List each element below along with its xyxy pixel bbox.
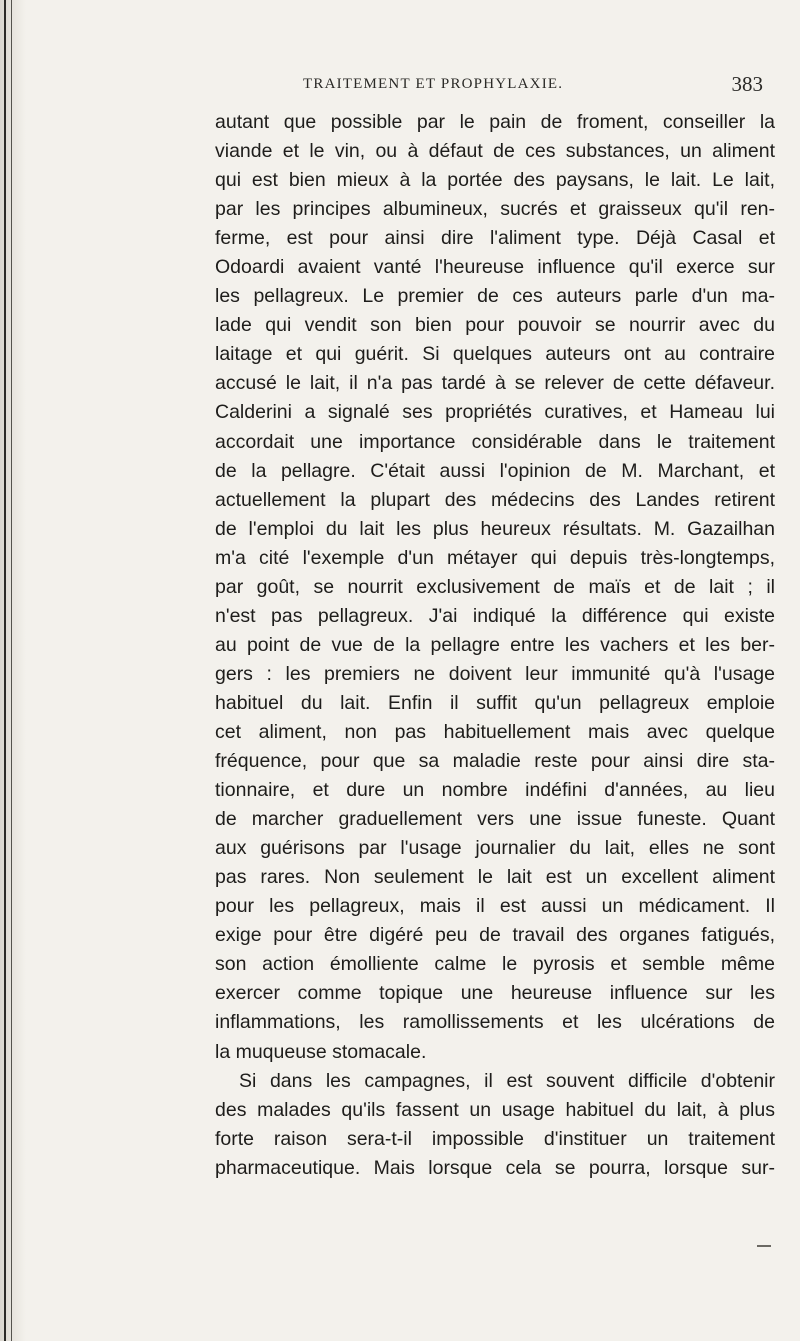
text-line: accordait une importance considérable dans le traitement (215, 430, 775, 453)
paragraph-start-line: Si dans les campagnes, il est souvent difficile d'obtenir (239, 1069, 775, 1092)
text-line: les pellagreux. Le premier de ces auteurs parle d'un ma- (215, 285, 775, 308)
text-line: autant que possible par le pain de froment, conseiller la (215, 111, 775, 133)
text-line: Calderini a signalé ses propriétés curatives, et Hameau lui (215, 401, 775, 424)
binding-rule (11, 0, 12, 1341)
text-line: au point de vue de la pellagre entre les vachers et les ber- (215, 633, 775, 656)
text-line: pas rares. Non seulement le lait est un excellent aliment (215, 866, 775, 889)
text-line: cet aliment, non pas habituellement mais avec quelque (215, 720, 775, 743)
text-line: viande et le vin, ou à défaut de ces substances, un aliment (215, 140, 775, 163)
margin-mark (757, 1245, 771, 1247)
text-line: n'est pas pellagreux. J'ai indiqué la différence qui existe (215, 604, 775, 627)
text-line: de l'emploi du lait les plus heureux résultats. M. Gazailhan (215, 517, 775, 540)
text-line: exercer comme topique une heureuse influence sur les (215, 982, 775, 1005)
text-line: accusé le lait, il n'a pas tardé à se relever de cette défaveur. (215, 372, 775, 395)
text-line: des malades qu'ils fassent un usage habituel du lait, à plus (215, 1098, 775, 1121)
text-line: par les principes albumineux, sucrés et graisseux qu'il ren- (215, 198, 775, 221)
text-line: pharmaceutique. Mais lorsque cela se pourra, lorsque sur- (215, 1156, 775, 1179)
text-line: son action émolliente calme le pyrosis et semble même (215, 953, 775, 976)
text-line: par goût, se nourrit exclusivement de maïs et de lait ; il (215, 575, 775, 598)
text-line: Odoardi avaient vanté l'heureuse influence qu'il exerce sur (215, 256, 775, 279)
book-page (215, 0, 775, 1341)
paragraph-end-line: la muqueuse stomacale. (215, 1040, 427, 1063)
text-line: tionnaire, et dure un nombre indéfini d'années, au lieu (215, 779, 775, 802)
text-line: de la pellagre. C'était aussi l'opinion de M. Marchant, et (215, 459, 775, 482)
text-line: inflammations, les ramollissements et les ulcérations de (215, 1011, 775, 1034)
text-line: qui est bien mieux à la portée des paysans, le lait. Le lait, (215, 169, 775, 192)
running-head: TRAITEMENT ET PROPHYLAXIE. (303, 76, 564, 92)
text-line: m'a cité l'exemple d'un métayer qui depuis très-longtemps, (215, 546, 775, 569)
body-text (215, 108, 775, 1183)
text-line: gers : les premiers ne doivent leur immunité qu'à l'usage (215, 662, 775, 685)
page-header (215, 72, 775, 102)
text-line: fréquence, pour que sa maladie reste pour ainsi dire sta- (215, 750, 775, 773)
text-line: de marcher graduellement vers une issue funeste. Quant (215, 808, 775, 831)
text-line: forte raison sera-t-il impossible d'instituer un traitement (215, 1127, 775, 1150)
page-number: 383 (731, 72, 763, 96)
text-line: actuellement la plupart des médecins des Landes retirent (215, 488, 775, 511)
text-line: habituel du lait. Enfin il suffit qu'un pellagreux emploie (215, 691, 775, 714)
text-line: aux guérisons par l'usage journalier du lait, elles ne sont (215, 837, 775, 860)
text-line: exige pour être digéré peu de travail des organes fatigués, (215, 924, 775, 947)
binding-rule (4, 0, 6, 1341)
text-line: lade qui vendit son bien pour pouvoir se nourrir avec du (215, 314, 775, 337)
text-line: laitage et qui guérit. Si quelques auteurs ont au contraire (215, 343, 775, 366)
text-line: ferme, est pour ainsi dire l'aliment type. Déjà Casal et (215, 227, 775, 250)
page-binding-edge (0, 0, 26, 1341)
text-line: pour les pellagreux, mais il est aussi un médicament. Il (215, 895, 775, 918)
